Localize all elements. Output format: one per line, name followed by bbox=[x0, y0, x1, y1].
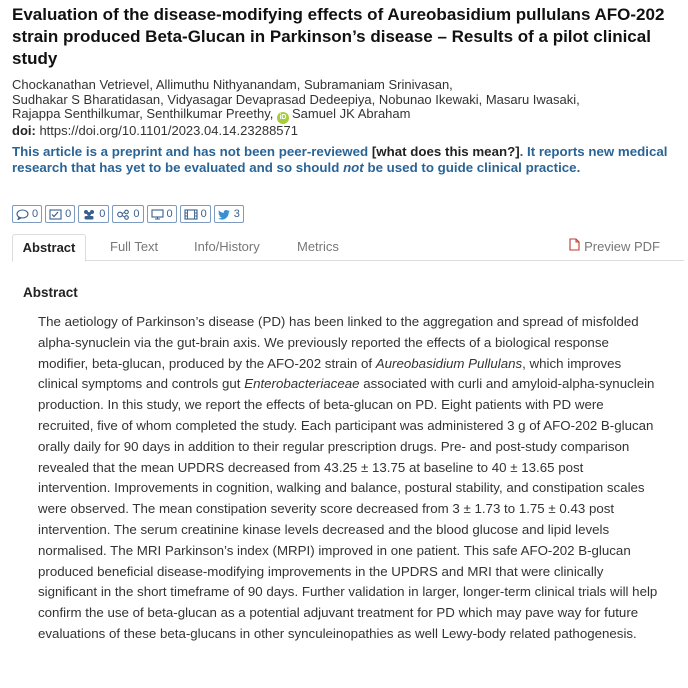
doi-label: doi: bbox=[12, 123, 36, 138]
metric-count: 0 bbox=[32, 208, 39, 220]
abstract-body: The aetiology of Parkinson’s disease (PD) has been linked to the aggregation and spread of misfolded alpha-synuclein via the gut-brain axis. We previously reported the effects of a biological response modifier, beta-glucan, produced by the AFO-202 strain of bbox=[38, 314, 639, 371]
preview-pdf-label: Preview PDF bbox=[584, 239, 660, 254]
abstract-text bbox=[38, 312, 658, 645]
comment-icon bbox=[16, 209, 29, 220]
abstract-heading: Abstract bbox=[23, 285, 78, 300]
media-metric[interactable] bbox=[147, 205, 177, 223]
users-icon bbox=[82, 209, 96, 220]
what-does-this-mean-link[interactable]: [what does this mean?] bbox=[371, 144, 520, 159]
video-metric[interactable] bbox=[180, 205, 211, 223]
comments-metric[interactable] bbox=[12, 205, 42, 223]
checklist-icon bbox=[49, 209, 62, 220]
metric-count: 0 bbox=[99, 208, 106, 220]
article-tabs bbox=[12, 234, 684, 261]
preprint-text: This article is a preprint and has not been peer-reviewed bbox=[12, 144, 369, 159]
preprint-notice bbox=[12, 144, 682, 176]
article-title: Evaluation of the disease-modifying effects of Aureobasidium pullulans AFO-202 strain produced Beta-Glucan in Parkinson’s disease – Results of a pilot clinical study bbox=[12, 5, 665, 68]
orcid-icon[interactable]: iD bbox=[277, 112, 289, 124]
author-list bbox=[12, 78, 682, 124]
reviews-metric[interactable] bbox=[45, 205, 75, 223]
connections-metric[interactable] bbox=[112, 205, 143, 223]
author-names[interactable]: Rajappa Senthilkumar, Senthilkumar Preethy, bbox=[12, 106, 274, 121]
community-metric[interactable] bbox=[78, 205, 109, 223]
abstract-body: associated with curli and amyloid-alpha-synuclein production. In this study, we report the effects of beta-glucan on PD. Eight patients with PD were recruited, five of whom completed the study. Each participant was administered 3 g of AFO-202 B-glucan orally daily for 90 days in addition to their regular prescription drugs. Pre- and post-study comparison revealed that the mean UPDRS decreased from 43.25 ± 13.75 at baseline to 40 ± 13.65 post intervention. Improvements in cognition, walking and balance, postural stability, and constipation scales were observed. The mean constipation severity score decreased from 3 ± 1.73 to 1.75 ± 0.43 post intervention. The serum creatinine kinase levels decreased and the blood glucose and lipid levels normalised. The MRI Parkinson’s index (MRPI) improved in one patient. This safe AFO-202 B-glucan produced beneficial disease-modifying improvements in the UPDRS and MRI that were clinically significant in the short timeframe of 90 days. Further validation in larger, longer-term clinical trials will help confirm the use of beta-glucan as a potential adjuvant treatment for PD which may pave way for future evaluations of these beta-glucans in other synculeinopathies as well Lewy-body related pathogenesis. bbox=[38, 376, 658, 641]
preprint-emphasis: not bbox=[343, 160, 364, 175]
twitter-metric[interactable] bbox=[214, 205, 244, 223]
orcid-author[interactable]: Samuel JK Abraham bbox=[291, 106, 411, 121]
metrics-bar bbox=[12, 205, 244, 223]
tab-full-text[interactable]: Full Text bbox=[110, 239, 159, 254]
preview-pdf-button[interactable] bbox=[569, 234, 660, 260]
tab-abstract[interactable]: Abstract bbox=[12, 234, 86, 262]
abstract-italic: Aureobasidium Pullulans bbox=[375, 355, 523, 371]
tab-metrics[interactable]: Metrics bbox=[297, 239, 339, 254]
author-line bbox=[12, 107, 682, 124]
metric-count: 0 bbox=[200, 208, 207, 220]
preprint-text: be used to guide clinical practice. bbox=[367, 160, 581, 175]
abstract-italic: Enterobacteriaceae bbox=[244, 376, 360, 392]
monitor-icon bbox=[151, 209, 164, 220]
pdf-icon bbox=[569, 234, 580, 260]
metric-count: 0 bbox=[133, 208, 140, 220]
twitter-icon bbox=[218, 209, 231, 220]
metric-count: 0 bbox=[65, 208, 72, 220]
preprint-text: . It reports new medical research that has yet to be evaluated and so should bbox=[12, 144, 668, 175]
film-icon bbox=[184, 209, 198, 220]
author-line[interactable]: Sudhakar S Bharatidasan, Vidyasagar Devaprasad Dedeepiya, Nobunao Ikewaki, Masaru Iwasaki, bbox=[12, 91, 580, 107]
metric-count: 0 bbox=[166, 208, 173, 220]
metric-count: 3 bbox=[233, 208, 240, 220]
doi-line bbox=[12, 123, 298, 138]
abstract-body: , which improves clinical symptoms and controls gut bbox=[38, 355, 622, 392]
tab-info-history[interactable]: Info/History bbox=[194, 239, 260, 254]
doi-link[interactable]: https://doi.org/10.1101/2023.04.14.23288571 bbox=[39, 123, 298, 138]
author-line[interactable]: Chockanathan Vetrievel, Allimuthu Nithyanandam, Subramaniam Srinivasan, bbox=[12, 77, 453, 92]
network-icon bbox=[116, 209, 130, 220]
